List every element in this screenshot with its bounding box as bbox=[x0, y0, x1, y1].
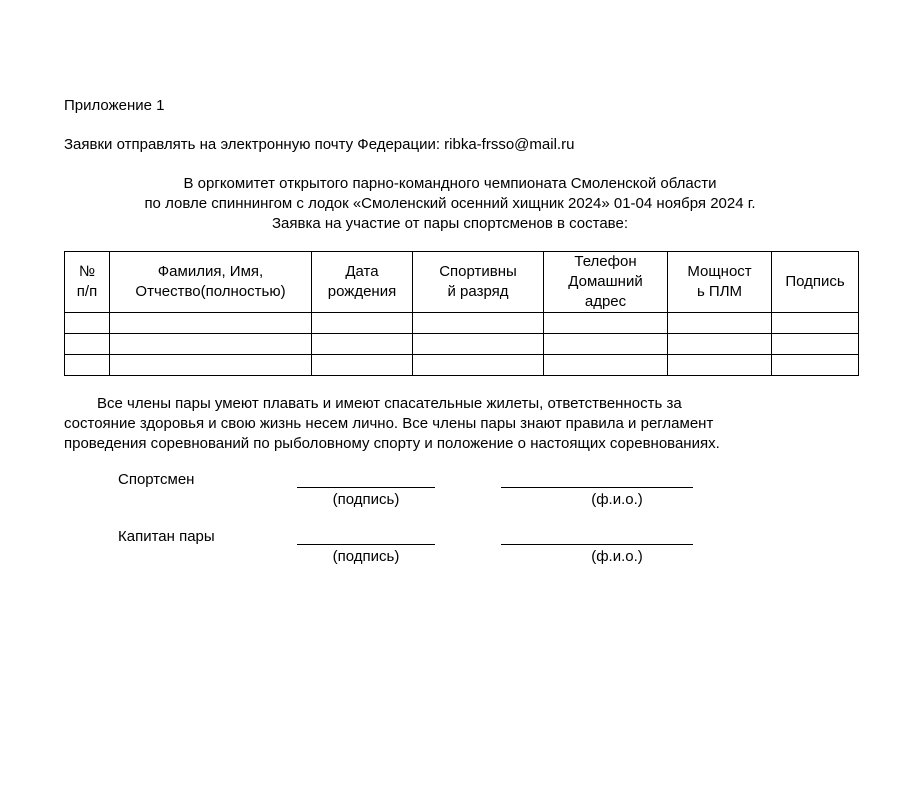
table-cell[interactable] bbox=[668, 334, 772, 355]
captain-signature-caption: (подпись) bbox=[332, 548, 400, 565]
athlete-signature-line[interactable] bbox=[297, 487, 435, 488]
heading-line: Заявка на участие от пары спортсменов в составе: bbox=[271, 215, 628, 232]
table-cell[interactable] bbox=[312, 313, 413, 334]
athlete-signature-caption: (подпись) bbox=[332, 491, 400, 508]
captain-name-caption: (ф.и.о.) bbox=[591, 548, 643, 565]
captain-name-line[interactable] bbox=[501, 544, 693, 545]
table-cell[interactable] bbox=[65, 334, 110, 355]
column-header-birth-date: Дата рождения bbox=[312, 252, 413, 313]
table-cell[interactable] bbox=[65, 313, 110, 334]
document-heading bbox=[40, 174, 860, 234]
table-row bbox=[65, 334, 859, 355]
column-header-full-name: Фамилия, Имя, Отчество(полностью) bbox=[110, 252, 312, 313]
table-cell[interactable] bbox=[772, 355, 859, 376]
statement-line: Все члены пары умеют плавать и имеют спасательные жилеты, ответственность за bbox=[97, 395, 682, 412]
appendix-label: Приложение 1 bbox=[64, 97, 165, 114]
table-cell[interactable] bbox=[110, 334, 312, 355]
table-cell[interactable] bbox=[65, 355, 110, 376]
athlete-name-line[interactable] bbox=[501, 487, 693, 488]
table-cell[interactable] bbox=[544, 334, 668, 355]
table-cell[interactable] bbox=[772, 334, 859, 355]
table-cell[interactable] bbox=[668, 355, 772, 376]
table-cell[interactable] bbox=[772, 313, 859, 334]
captain-signature-line[interactable] bbox=[297, 544, 435, 545]
heading-line: В оргкомитет открытого парно-командного чемпионата Смоленской области bbox=[183, 175, 717, 192]
athlete-label: Спортсмен bbox=[118, 471, 195, 488]
email-instruction: Заявки отправлять на электронную почту Федерации: ribka-frsso@mail.ru bbox=[64, 136, 575, 153]
table-cell[interactable] bbox=[544, 355, 668, 376]
table-cell[interactable] bbox=[312, 355, 413, 376]
statement-line: состояние здоровья и свою жизнь несем лично. Все члены пары знают правила и регламент bbox=[64, 415, 714, 432]
table-cell[interactable] bbox=[312, 334, 413, 355]
table-header-row bbox=[65, 252, 859, 313]
column-header-signature: Подпись bbox=[772, 252, 859, 313]
liability-statement bbox=[64, 394, 858, 454]
application-table bbox=[64, 251, 859, 376]
heading-line: по ловле спиннингом с лодок «Смоленский осенний хищник 2024» 01-04 ноября 2024 г. bbox=[144, 195, 756, 212]
table-cell[interactable] bbox=[413, 355, 544, 376]
column-header-engine-power: Мощност ь ПЛМ bbox=[668, 252, 772, 313]
table-cell[interactable] bbox=[110, 313, 312, 334]
statement-line: проведения соревнований по рыболовному спорту и положение о настоящих соревнованиях. bbox=[64, 435, 720, 452]
table-cell[interactable] bbox=[668, 313, 772, 334]
table-row bbox=[65, 355, 859, 376]
column-header-sport-rank: Спортивны й разряд bbox=[413, 252, 544, 313]
captain-label: Капитан пары bbox=[118, 528, 215, 545]
table-row bbox=[65, 313, 859, 334]
column-header-number: № п/п bbox=[65, 252, 110, 313]
table-cell[interactable] bbox=[110, 355, 312, 376]
table-cell[interactable] bbox=[544, 313, 668, 334]
table-cell[interactable] bbox=[413, 334, 544, 355]
table-cell[interactable] bbox=[413, 313, 544, 334]
column-header-phone-address: Телефон Домашний адрес bbox=[544, 252, 668, 313]
athlete-name-caption: (ф.и.о.) bbox=[591, 491, 643, 508]
